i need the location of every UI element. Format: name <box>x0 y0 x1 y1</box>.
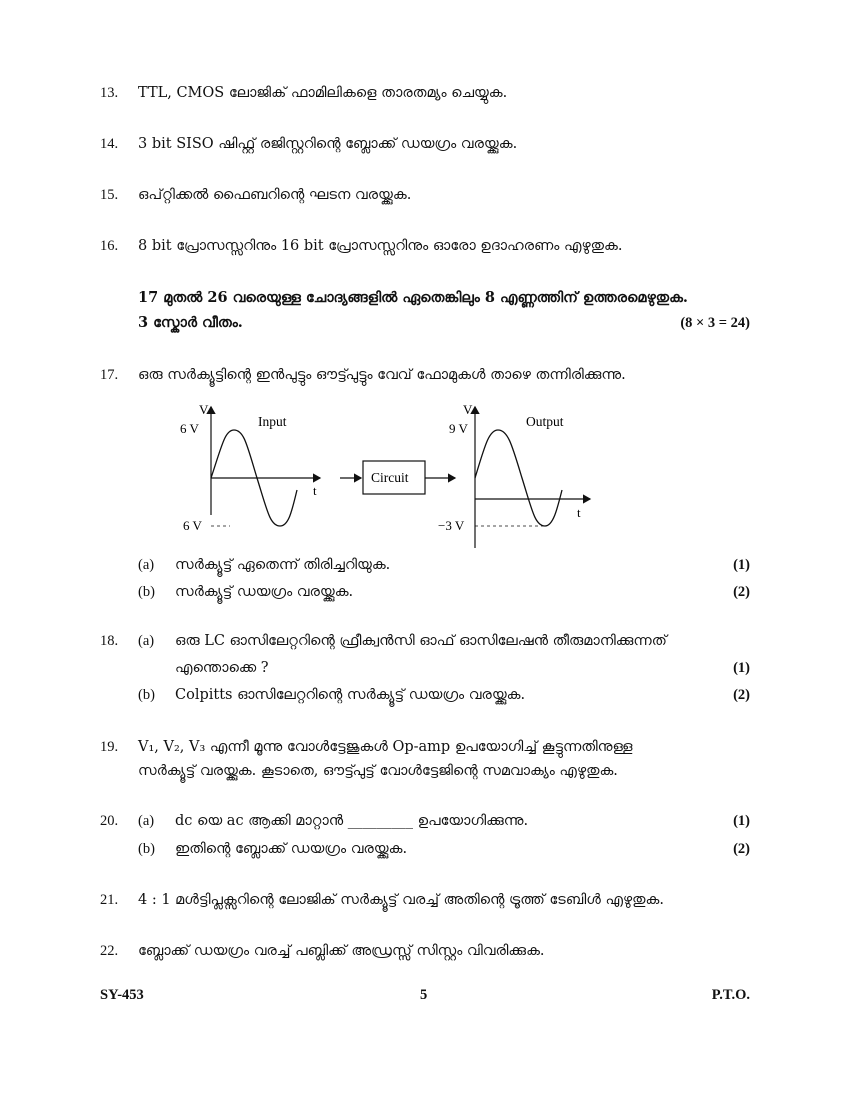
scores-text: 3 സ്കോർ വീതം. <box>138 314 243 331</box>
question-text: 3 bit SISO ഷിഫ്റ്റ് രജിസ്റ്ററിന്റെ ബ്ലോക്ക് ഡയഗ്രം വരയ്ക്കുക. <box>138 136 518 152</box>
instruction-text: 17 മുതൽ 26 വരെയുള്ള ചോദ്യങ്ങളിൽ ഏതെങ്കിലും 8 എണ്ണത്തിന് ഉത്തരമെഴുതുക. <box>138 289 688 306</box>
question-number: 20. <box>100 813 119 829</box>
page-number: 5 <box>420 987 428 1003</box>
part-label: (a) <box>138 633 155 649</box>
part-text: ഒരു LC ഓസിലേറ്ററിന്റെ ഫ്രീക്വൻസി ഓഫ് ഓസിലേഷൻ തീരുമാനിക്കുന്നത് <box>175 633 667 649</box>
part-marks: (2) <box>733 687 750 703</box>
input-axis-v-label: V <box>199 402 209 417</box>
question-text: ബ്ലോക്ക് ഡയഗ്രം വരച്ച് പബ്ലിക്ക് അഡ്രസ്സ് സിസ്റ്റം വിവരിക്കുക. <box>138 943 545 959</box>
part-text: സർക്യൂട്ട് ഏതെന്ന് തിരിച്ചറിയുക. <box>175 557 391 573</box>
question-number: 13. <box>100 85 119 101</box>
part-marks: (1) <box>733 813 750 829</box>
part-text: Colpitts ഓസിലേറ്ററിന്റെ സർക്യൂട്ട് ഡയഗ്രം വരയ്ക്കുക. <box>175 687 526 703</box>
output-title: Output <box>526 414 564 429</box>
question-number: 14. <box>100 136 119 152</box>
question-number: 17. <box>100 367 119 383</box>
question-text: ഒപ്റ്റിക്കൽ ഫൈബറിന്റെ ഘടന വരയ്ക്കുക. <box>138 187 412 203</box>
question-number: 18. <box>100 633 119 649</box>
question-text: ഒരു സർക്യൂട്ടിന്റെ ഇൻപുട്ടും ഔട്ട്പുട്ടും വേവ് ഫോമുകൾ താഴെ തന്നിരിക്കുന്നു. <box>138 367 626 383</box>
question-number: 21. <box>100 892 119 908</box>
part-marks: (2) <box>733 584 750 600</box>
output-axis-t-label: t <box>577 505 581 520</box>
part-marks: (1) <box>733 660 750 676</box>
part-label: (a) <box>138 557 155 573</box>
paper-code: SY-453 <box>100 987 144 1003</box>
output-pos-label: 9 V <box>449 421 468 436</box>
input-pos-label: 6 V <box>180 421 199 436</box>
part-text-cont: എന്തൊക്കെ ? <box>175 660 269 676</box>
output-sine-wave <box>475 430 562 526</box>
output-neg-label: −3 V <box>438 518 465 533</box>
input-axis-t-label: t <box>313 483 317 498</box>
part-text: ഇതിന്റെ ബ്ലോക്ക് ഡയഗ്രം വരയ്ക്കുക. <box>175 841 408 857</box>
part-label: (b) <box>138 687 155 703</box>
output-axis-v-label: V <box>463 402 473 417</box>
question-text: V₁, V₂, V₃ എന്നീ മൂന്നു വോൾട്ടേജുകൾ Op-amp ഉപയോഗിച്ച് കൂട്ടുന്നതിനുള്ള <box>138 739 633 755</box>
part-text: dc യെ ac ആക്കി മാറ്റാൻ _________ ഉപയോഗിക്കുന്നു. <box>175 813 529 829</box>
question-number: 16. <box>100 238 119 254</box>
question-number: 19. <box>100 739 119 755</box>
input-neg-label: 6 V <box>183 518 202 533</box>
question-number: 22. <box>100 943 119 959</box>
part-label: (b) <box>138 584 155 600</box>
question-text: 4 : 1 മൾട്ടിപ്ലക്സറിന്റെ ലോജിക് സർക്യൂട്ട് വരച്ച് അതിന്റെ ട്രൂത്ത് ടേബിൾ എഴുതുക. <box>138 892 664 908</box>
part-label: (b) <box>138 841 155 857</box>
question-text-cont: സർക്യൂട്ട് വരയ്ക്കുക. കൂടാതെ, ഔട്ട്പുട്ട് വോൾട്ടേജിന്റെ സമവാക്യം എഴുതുക. <box>138 763 618 779</box>
pto-label: P.T.O. <box>711 987 750 1003</box>
part-text: സർക്യൂട്ട് ഡയഗ്രം വരയ്ക്കുക. <box>175 584 354 600</box>
part-marks: (2) <box>733 841 750 857</box>
circuit-label: Circuit <box>371 470 409 485</box>
question-number: 15. <box>100 187 119 203</box>
part-label: (a) <box>138 813 155 829</box>
question-text: TTL, CMOS ലോജിക് ഫാമിലികളെ താരതമ്യം ചെയ്യുക. <box>138 85 508 101</box>
part-marks: (1) <box>733 557 750 573</box>
total-marks: (8 × 3 = 24) <box>680 315 750 331</box>
question-text: 8 bit പ്രോസസ്സറിനും 16 bit പ്രോസസ്സറിനും ഓരോ ഉദാഹരണം എഴുതുക. <box>138 238 623 254</box>
input-title: Input <box>258 414 287 429</box>
